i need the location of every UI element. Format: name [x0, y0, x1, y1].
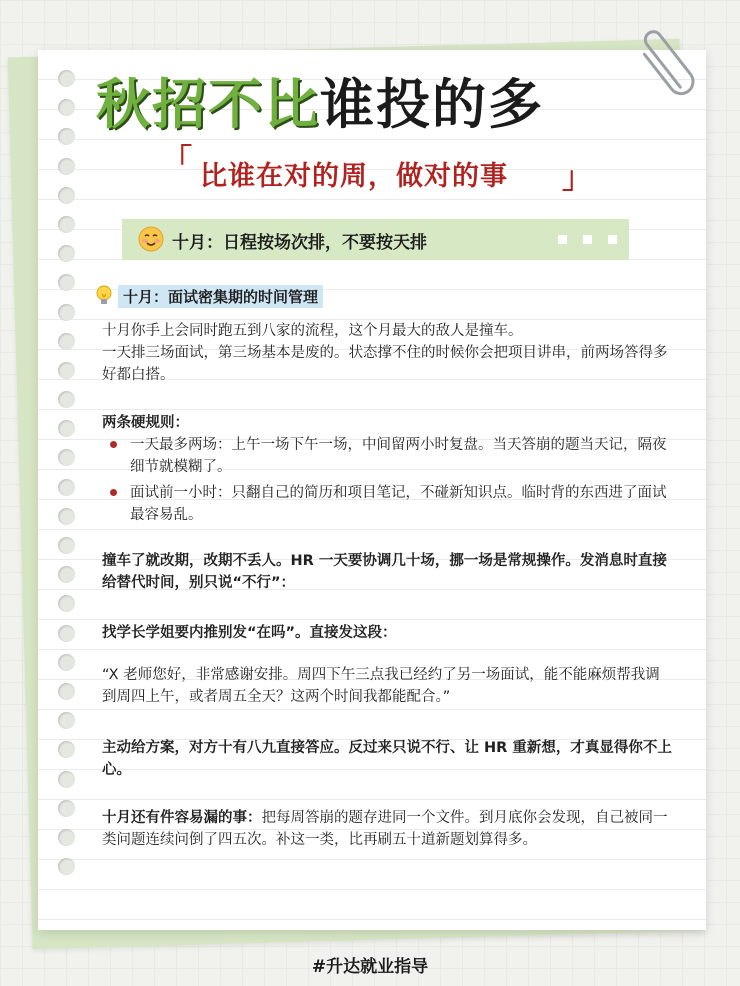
rule-2-text: 面试前一小时：只翻自己的简历和项目笔记，不碰新知识点。临时背的东西进了面试最容易乱。 [130, 485, 667, 523]
rules-heading: 两条硬规则： [102, 415, 189, 431]
lightbulb-icon [96, 285, 112, 307]
tip-lead: 十月还有件容易漏的事： [102, 810, 262, 826]
topic-banner [122, 219, 629, 260]
paragraph-reschedule: 撞车了就改期，改期不丢人。HR 一天要协调几十场，挪一场是常规操作。发消息时直接给替代时间，别只说“不行”： [102, 553, 667, 591]
tip-body: 把每周答崩的题存进同一个文件。到月底你会发现，自己被同一类问题连续问倒了四五次。补这一类，比再刷五十道新题划算得多。 [102, 810, 668, 848]
binder-holes [58, 70, 76, 887]
paragraph-1-line-1: 十月你手上会同时跑五到八家的流程，这个月最大的敌人是撞车。 [102, 323, 523, 339]
bullet-dot-icon [110, 489, 117, 496]
bullet-dot-icon [110, 441, 117, 448]
paragraph-tip [102, 807, 672, 851]
page-title [96, 70, 696, 140]
subtitle: 比谁在对的周，做对的事 [200, 161, 508, 192]
rule-item-2 [130, 482, 670, 526]
title-green-part: 秋招不比 [96, 73, 320, 136]
open-bracket: 「 [162, 143, 192, 178]
subtitle-block [162, 143, 592, 196]
title-black-part: 谁投的多 [320, 73, 544, 136]
section-heading: 十月：面试密集期的时间管理 [118, 285, 323, 308]
paragraph-referral: 找学长学姐要内推别发“在吗”。直接发这段： [102, 625, 397, 641]
banner-text: 十月：日程按场次排，不要按天排 [172, 233, 427, 253]
footer-hashtag: #升达就业指导 [311, 957, 429, 977]
smiley-face-icon [138, 226, 164, 252]
close-bracket: 」 [562, 161, 592, 196]
rule-item-1 [130, 434, 670, 478]
quote-message: “X 老师您好，非常感谢安排。周四下午三点我已经约了另一场面试，能不能麻烦帮我调到周四上午，或者周五全天？这两个时间我都能配合。” [102, 667, 660, 705]
rule-1-text: 一天最多两场：上午一场下午一场，中间留两小时复盘。当天答崩的题当天记，隔夜细节就模糊了。 [130, 437, 667, 475]
decorative-squares [558, 235, 617, 244]
paragraph-1-line-2: 一天排三场面试，第三场基本是废的。状态撑不住的时候你会把项目讲串，前两场答得多好都白搭。 [102, 345, 668, 383]
paragraph-proposal: 主动给方案，对方十有八九直接答应。反过来只说不行、让 HR 重新想，才真显得你不上心。 [102, 740, 672, 778]
